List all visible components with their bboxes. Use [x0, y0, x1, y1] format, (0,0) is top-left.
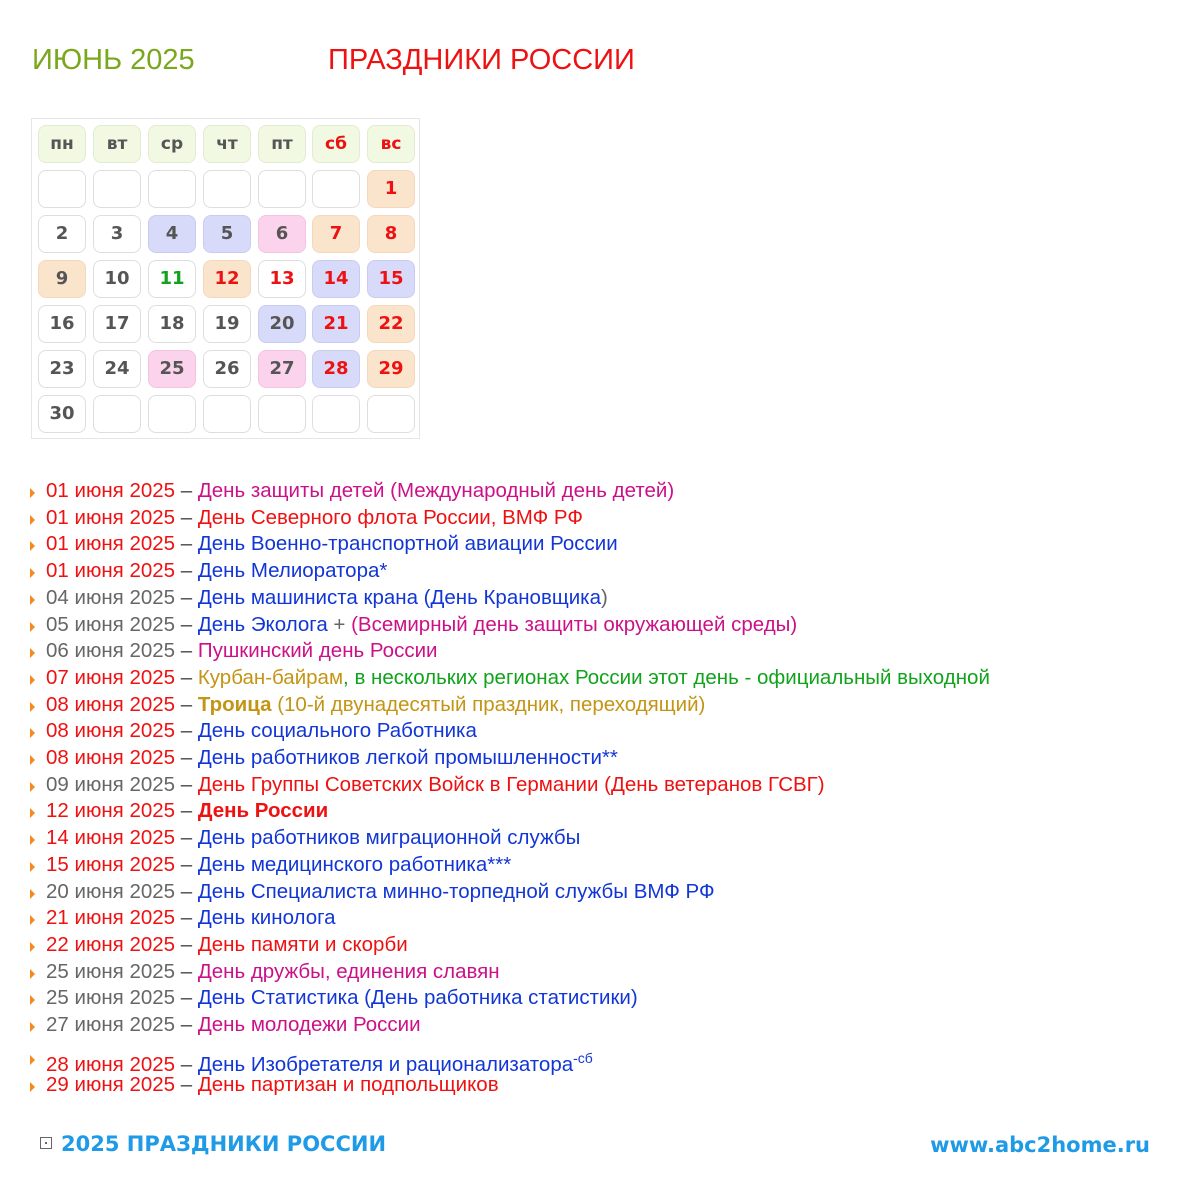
bullet-arrow-icon [30, 622, 35, 632]
holiday-item [46, 798, 328, 824]
holiday-date: 08 июня 2025 [46, 719, 176, 743]
holiday-date: 15 июня 2025 [46, 852, 176, 876]
holiday-item [46, 879, 715, 905]
calendar-empty-cell [93, 395, 141, 433]
calendar-day[interactable]: 9 [38, 260, 86, 298]
calendar-day[interactable]: 29 [367, 350, 415, 388]
holiday-date: 20 июня 2025 [46, 879, 176, 903]
holiday-name: День Мелиоратора* [197, 559, 388, 583]
holiday-name: День кинолога [197, 906, 336, 930]
calendar-day[interactable]: 19 [203, 305, 251, 343]
bullet-arrow-icon [30, 702, 35, 712]
calendar-empty-cell [148, 395, 196, 433]
bullet-arrow-icon [30, 1055, 35, 1065]
holiday-dash: – [175, 986, 198, 1010]
holiday-date: 14 июня 2025 [46, 826, 176, 850]
holiday-name: День Изобретателя и рационализатора [197, 1052, 574, 1076]
holiday-name: День работников миграционной службы [197, 826, 581, 850]
holiday-date: 28 июня 2025 [46, 1052, 176, 1076]
holiday-name: День Статистика (День работника статистики) [197, 986, 638, 1010]
holiday-name: (10-й двунадесятый праздник, переходящий) [271, 692, 706, 716]
holiday-item [46, 692, 705, 718]
holiday-item [46, 665, 990, 691]
calendar-day[interactable]: 17 [93, 305, 141, 343]
calendar-day[interactable]: 26 [203, 350, 251, 388]
holiday-item [46, 852, 511, 878]
calendar-day[interactable]: 7 [312, 215, 360, 253]
holiday-superscript: -сб [573, 1050, 593, 1066]
holiday-dash: – [175, 879, 198, 903]
calendar-day[interactable]: 18 [148, 305, 196, 343]
calendar-day[interactable]: 2 [38, 215, 86, 253]
holiday-name: День Северного флота России, ВМФ РФ [197, 505, 583, 529]
page-title: ПРАЗДНИКИ РОССИИ [328, 44, 635, 76]
calendar-day[interactable]: 8 [367, 215, 415, 253]
calendar-day[interactable]: 5 [203, 215, 251, 253]
holiday-date: 01 июня 2025 [46, 559, 176, 583]
bullet-arrow-icon [30, 835, 35, 845]
weekday-header: пн [38, 125, 86, 163]
calendar-day[interactable]: 4 [148, 215, 196, 253]
bullet-arrow-icon [30, 1022, 35, 1032]
bullet-arrow-icon [30, 728, 35, 738]
holiday-item [46, 638, 437, 664]
holiday-item [46, 505, 583, 531]
holiday-name: День защиты детей (Международный день детей) [197, 479, 675, 502]
holiday-name: День дружбы, единения славян [197, 959, 500, 983]
holiday-dash: – [175, 692, 198, 716]
holiday-date: 01 июня 2025 [46, 505, 176, 529]
calendar-day[interactable]: 23 [38, 350, 86, 388]
holiday-name: День Специалиста минно-торпедной службы ВМФ РФ [197, 879, 715, 903]
weekday-header: ср [148, 125, 196, 163]
holiday-dash: – [175, 772, 198, 796]
weekday-header: сб [312, 125, 360, 163]
calendar-empty-cell [367, 395, 415, 433]
holiday-item [46, 718, 477, 744]
holiday-item [46, 932, 408, 958]
holiday-dash: – [175, 1073, 198, 1096]
holiday-name: День молодежи России [197, 1013, 421, 1036]
calendar-day[interactable]: 6 [258, 215, 306, 253]
bullet-arrow-icon [30, 755, 35, 765]
calendar-day[interactable]: 1 [367, 170, 415, 208]
calendar-grid [31, 118, 420, 439]
holiday-date: 22 июня 2025 [46, 932, 176, 956]
holiday-dash: – [175, 639, 198, 663]
holiday-name: День Эколога [197, 612, 328, 636]
bullet-arrow-icon [30, 1082, 35, 1092]
calendar-day[interactable]: 27 [258, 350, 306, 388]
bullet-arrow-icon [30, 969, 35, 979]
calendar-day[interactable]: 21 [312, 305, 360, 343]
holiday-name: , в нескольких регионах России этот день - официальный выходной [343, 665, 990, 689]
calendar-day[interactable]: 3 [93, 215, 141, 253]
footer-title: 2025 ПРАЗДНИКИ РОССИИ [61, 1132, 387, 1156]
holiday-item [46, 478, 674, 504]
holiday-item [46, 531, 618, 557]
holiday-item [46, 745, 618, 771]
holiday-date: 27 июня 2025 [46, 1013, 176, 1036]
calendar-empty-cell [93, 170, 141, 208]
bullet-arrow-icon [30, 862, 35, 872]
weekday-header: чт [203, 125, 251, 163]
calendar-day[interactable]: 11 [148, 260, 196, 298]
holiday-name: День медицинского работника*** [197, 852, 512, 876]
calendar-day[interactable]: 10 [93, 260, 141, 298]
holiday-dash: – [175, 532, 198, 556]
holiday-date: 12 июня 2025 [46, 799, 176, 823]
bullet-arrow-icon [30, 808, 35, 818]
calendar-day[interactable]: 30 [38, 395, 86, 433]
holiday-date: 06 июня 2025 [46, 639, 176, 663]
holiday-date: 25 июня 2025 [46, 959, 176, 983]
bullet-arrow-icon [30, 488, 35, 498]
holiday-dash: – [175, 932, 198, 956]
holiday-item [46, 825, 580, 851]
holiday-item [46, 558, 387, 584]
holiday-dash: – [175, 852, 198, 876]
holiday-name: Пушкинский день России [197, 639, 438, 663]
month-title: ИЮНЬ 2025 [32, 44, 195, 76]
holiday-name: Курбан-байрам [197, 665, 344, 689]
holiday-dash: – [175, 479, 198, 502]
bullet-arrow-icon [30, 942, 35, 952]
holiday-dash: – [175, 559, 198, 583]
holiday-item [46, 772, 825, 798]
holiday-name: День партизан и подпольщиков [197, 1073, 499, 1096]
holiday-item [46, 612, 797, 638]
holiday-date: 01 июня 2025 [46, 479, 176, 502]
holiday-name: День машиниста крана (День Крановщика [197, 585, 601, 609]
holiday-name: День работников легкой промышленности** [197, 746, 618, 769]
holiday-date: 29 июня 2025 [46, 1073, 176, 1096]
calendar-empty-cell [312, 170, 360, 208]
holiday-date: 09 июня 2025 [46, 772, 176, 796]
calendar-day[interactable]: 28 [312, 350, 360, 388]
calendar-day[interactable]: 25 [148, 350, 196, 388]
bullet-arrow-icon [30, 782, 35, 792]
calendar-empty-cell [258, 170, 306, 208]
bullet-arrow-icon [30, 515, 35, 525]
bullet-arrow-icon [30, 675, 35, 685]
holiday-dash: – [175, 826, 198, 850]
holiday-date: 08 июня 2025 [46, 746, 176, 769]
holiday-item [46, 585, 608, 611]
holiday-date: 21 июня 2025 [46, 906, 176, 930]
calendar-empty-cell [203, 395, 251, 433]
holiday-name: День России [197, 799, 329, 823]
holiday-item [46, 985, 638, 1011]
holiday-name: День памяти и скорби [197, 932, 408, 956]
holiday-name: День Военно-транспортной авиации России [197, 532, 618, 556]
holiday-dash: – [175, 799, 198, 823]
bullet-arrow-icon [30, 595, 35, 605]
holiday-item [46, 1012, 421, 1038]
calendar-day[interactable]: 20 [258, 305, 306, 343]
holiday-dash: – [175, 1013, 198, 1036]
holiday-date: 01 июня 2025 [46, 532, 176, 556]
calendar-empty-cell [148, 170, 196, 208]
bullet-arrow-icon [30, 889, 35, 899]
footer-link[interactable]: www.abc2home.ru [930, 1133, 1150, 1157]
holiday-dash: – [175, 746, 198, 769]
footer-square-icon [40, 1137, 52, 1149]
weekday-header: пт [258, 125, 306, 163]
holiday-date: 05 июня 2025 [46, 612, 176, 636]
bullet-arrow-icon [30, 541, 35, 551]
calendar-day[interactable]: 13 [258, 260, 306, 298]
holiday-dash: – [175, 906, 198, 930]
bullet-arrow-icon [30, 568, 35, 578]
holiday-dash: – [175, 719, 198, 743]
calendar-day[interactable]: 15 [367, 260, 415, 298]
calendar-day[interactable]: 16 [38, 305, 86, 343]
calendar-empty-cell [312, 395, 360, 433]
holiday-item [46, 905, 336, 931]
holiday-dash: – [175, 612, 198, 636]
holiday-dash: – [175, 585, 198, 609]
calendar-empty-cell [38, 170, 86, 208]
holiday-name: День социального Работника [197, 719, 477, 743]
holiday-dash: – [175, 505, 198, 529]
holiday-name: ) [601, 585, 608, 609]
holiday-name: (Всемирный день защиты окружающей среды) [351, 612, 798, 636]
holiday-dash: – [175, 959, 198, 983]
holiday-name: День Группы Советских Войск в Германии (День ветеранов ГСВГ) [197, 772, 825, 796]
holiday-date: 25 июня 2025 [46, 986, 176, 1010]
weekday-header: вт [93, 125, 141, 163]
holiday-date: 04 июня 2025 [46, 585, 176, 609]
holiday-dash: – [175, 665, 198, 689]
bullet-arrow-icon [30, 648, 35, 658]
calendar-empty-cell [203, 170, 251, 208]
holiday-date: 08 июня 2025 [46, 692, 176, 716]
calendar-day[interactable]: 24 [93, 350, 141, 388]
bullet-arrow-icon [30, 995, 35, 1005]
calendar-day[interactable]: 12 [203, 260, 251, 298]
holiday-item [46, 1072, 499, 1098]
calendar-empty-cell [258, 395, 306, 433]
holiday-name: Троица [197, 692, 272, 716]
holiday-dash: – [175, 1052, 198, 1076]
weekday-header: вс [367, 125, 415, 163]
holiday-date: 07 июня 2025 [46, 665, 176, 689]
holiday-name: + [327, 612, 352, 636]
calendar-day[interactable]: 14 [312, 260, 360, 298]
bullet-arrow-icon [30, 915, 35, 925]
holiday-item [46, 959, 500, 985]
calendar-day[interactable]: 22 [367, 305, 415, 343]
